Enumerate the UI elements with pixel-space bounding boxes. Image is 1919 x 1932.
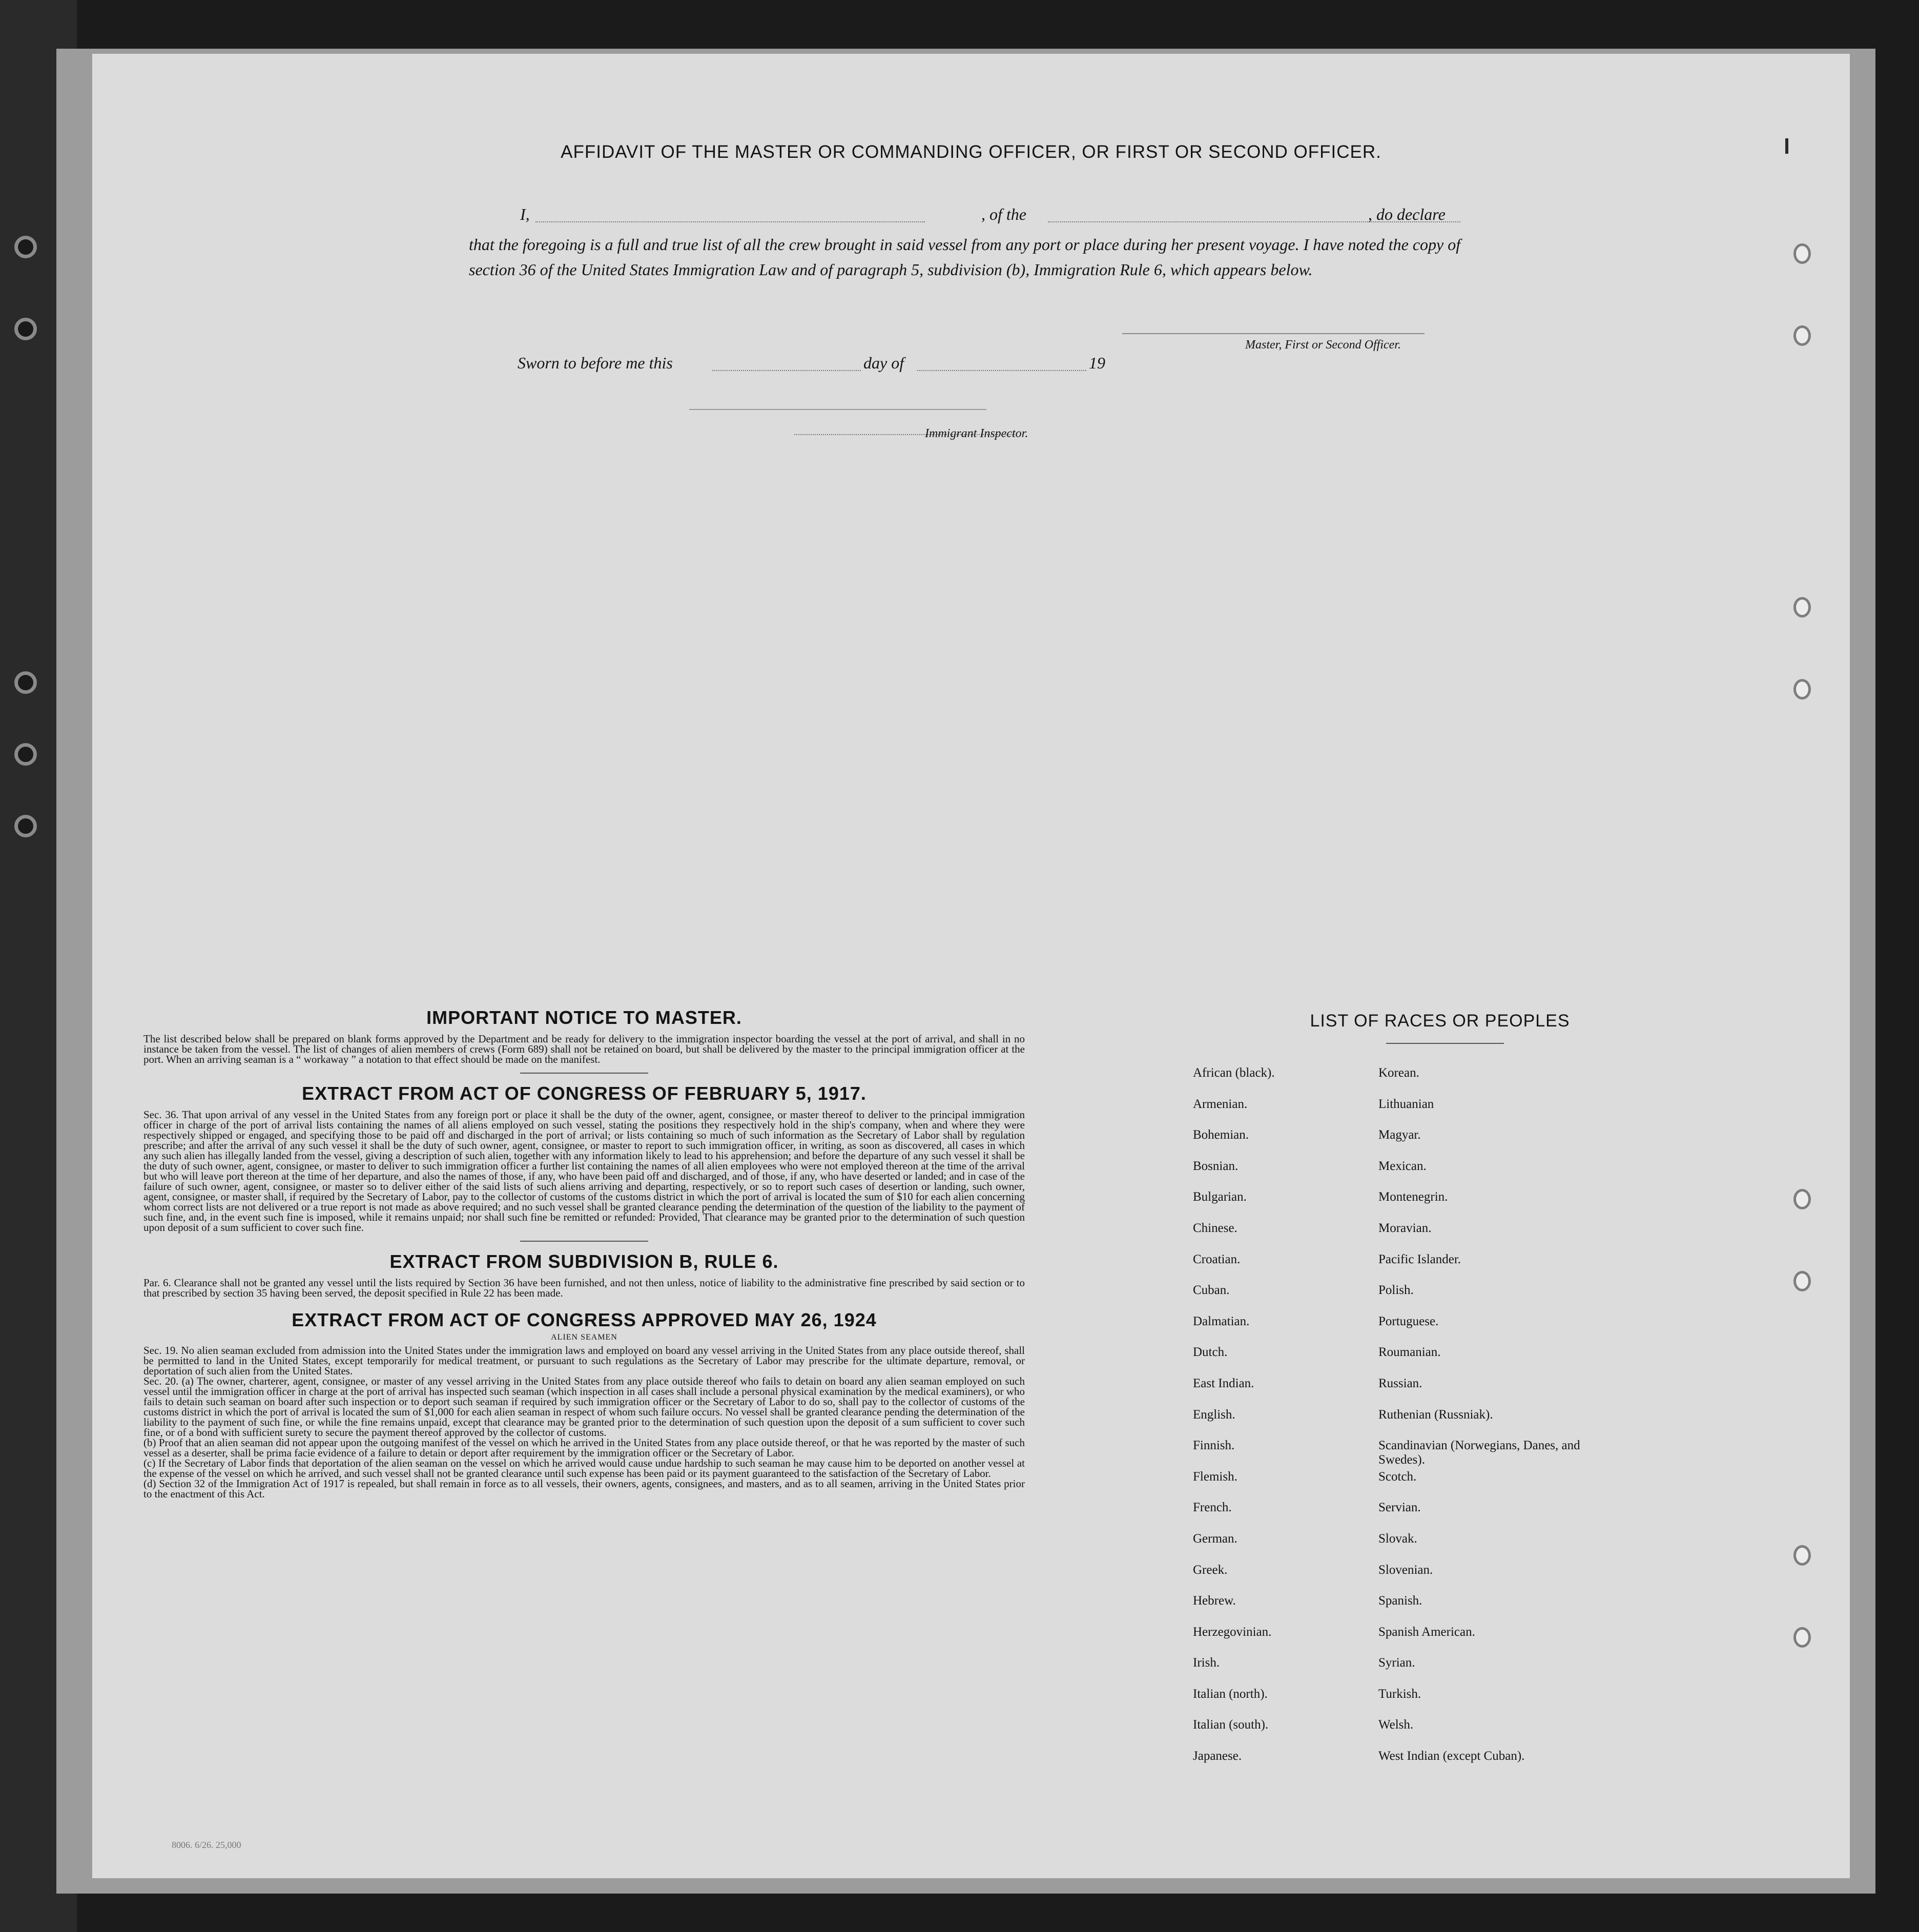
race-item: Finnish. (1193, 1438, 1235, 1453)
race-item: Dalmatian. (1193, 1314, 1250, 1328)
affidavit-of-the: , of the (981, 205, 1026, 223)
race-item: Mexican. (1378, 1159, 1427, 1173)
race-item: Slovenian. (1378, 1563, 1433, 1577)
sworn-month-blank[interactable] (917, 370, 1086, 371)
race-item: West Indian (except Cuban). (1378, 1749, 1525, 1763)
act-1924-sec20c: (c) If the Secretary of Labor finds that deportation of the alien seaman on the vessel on which he arrived would cause undue hardship to such seaman he may cause him to be deported on another vessel at the expense of the vessel on which he arrived, and such vessel shall not be granted clearance until such expense has been paid or its payment guaranteed to the satisfaction of the Secretary of Labor. (143, 1457, 1025, 1479)
act-1917-text: Sec. 36. That upon arrival of any vessel in the United States from any foreign port or place it shall be the duty of the owner, agent, consignee, or master thereof to deliver to the principal immigration officer in charge of the port of arrival lists containing the names of all aliens employed on such vessel, stating the positions they respectively hold in the ship's company, when and where they were respectively shipped or engaged, and specifying those to be paid off and discharged in the port of arrival; or lists containing so much of such information as the Secretary of Labor shall by regulation prescribe; and after the arrival of any such vessel it shall be the duty of such owner, agent, consignee, or master to report to such immigration officer, in writing, as soon as discovered, all cases in which any such alien has illegally landed from the vessel, giving a description of such alien, together with any information likely to lead to his apprehension; and before the departure of any such vessel it shall be the duty of such owner, agent, consignee, or master to deliver to such immigration officer a further list containing the names of all alien employees who were not employed thereon at the time of the arrival but who will leave port thereon at the time of her departure, and also the names of those, if any, who have been paid off and discharged, and of those, if any, who have deserted or landed; and in case of the failure of such owner, agent, consignee, or master so to deliver either of the said lists of such aliens arriving and departing, respectively, or so to report such cases of desertion or landing, such owner, agent, consignee, or master shall, if required by the Secretary of Labor, pay to the collector of customs of the customs district in which the port of arrival is located the sum of $10 for each alien concerning whom correct lists are not delivered or a true report is not made as above required; and no such vessel shall be granted clearance pending the determination of the question of the liability to the payment of such fine, and, in the event such fine is imposed, while it remains unpaid; nor shall such fine be remitted or refunded: Provided, That clearance may be granted prior to the determination of such question upon deposit of a sum sufficient to cover such fine. (143, 1108, 1025, 1234)
punch-hole-icon (1793, 679, 1811, 700)
affidavit-do-declare: , do declare (1368, 205, 1446, 223)
race-item: Spanish American. (1378, 1625, 1475, 1639)
name-blank[interactable] (535, 221, 925, 222)
race-item: German. (1193, 1531, 1237, 1546)
race-item: Welsh. (1378, 1718, 1414, 1732)
document-page (92, 54, 1850, 1878)
punch-hole-icon (1793, 1627, 1811, 1648)
notices-column (143, 1007, 1025, 1499)
race-item: Korean. (1378, 1066, 1419, 1080)
race-item: East Indian. (1193, 1376, 1254, 1390)
race-item: English. (1193, 1407, 1235, 1422)
race-item: Servian. (1378, 1501, 1421, 1515)
race-item: French. (1193, 1501, 1232, 1515)
race-item: Russian. (1378, 1376, 1422, 1390)
race-item: Spanish. (1378, 1594, 1422, 1608)
race-item: Irish. (1193, 1656, 1220, 1670)
race-item: Hebrew. (1193, 1594, 1236, 1608)
race-item: Greek. (1193, 1563, 1228, 1577)
race-item: Moravian. (1378, 1221, 1432, 1235)
race-item: Armenian. (1193, 1097, 1248, 1111)
binder-ring-icon (14, 671, 37, 694)
inspector-label: Immigrant Inspector. (925, 427, 1028, 440)
act-1924-sec20b: (b) Proof that an alien seaman did not appear upon the outgoing manifest of the vessel on which he arrived in the United States from any place outside thereof, or that he was reported by the master of such vessel as a deserter, shall be prima facie evidence of a failure to detain or deport after requirement by the immigration officer or the Secretary of Labor. (143, 1436, 1025, 1459)
punch-hole-icon (1793, 1189, 1811, 1209)
act-1924-sec20d: (d) Section 32 of the Immigration Act of 1917 is repealed, but shall remain in force as to all vessels, their owners, agents, consignees, and masters, and as to all seamen, arriving in the United States prior to the enactment of this Act. (143, 1477, 1025, 1500)
race-item: Chinese. (1193, 1221, 1237, 1235)
affidavit-title: AFFIDAVIT OF THE MASTER OR COMMANDING OFFICER, OR FIRST OR SECOND OFFICER. (561, 142, 1381, 162)
binder-ring-icon (14, 815, 37, 837)
race-item: Flemish. (1193, 1469, 1237, 1484)
race-item: Italian (north). (1193, 1687, 1268, 1701)
day-of-label: day of (863, 354, 904, 372)
signature-line[interactable] (1122, 333, 1425, 334)
race-item: Herzegovinian. (1193, 1625, 1272, 1639)
race-item: Montenegrin. (1378, 1190, 1448, 1204)
sworn-label: Sworn to before me this (518, 354, 673, 372)
race-item: Magyar. (1378, 1128, 1421, 1142)
rule-6-text: Par. 6. Clearance shall not be granted any vessel until the lists required by Section 36 have been furnished, and not then unless, notice of liability to the administrative fine prescribed by said section or to that prescribed by section 35 having been served, the deposit specified in Rule 22 has been made. (143, 1277, 1025, 1299)
act-1924-title: EXTRACT FROM ACT OF CONGRESS APPROVED MAY 26, 1924 (292, 1309, 877, 1330)
notice-title: IMPORTANT NOTICE TO MASTER. (426, 1007, 742, 1028)
race-item: Turkish. (1378, 1687, 1421, 1701)
punch-hole-icon (1793, 597, 1811, 618)
divider (520, 1073, 648, 1074)
race-item: Bohemian. (1193, 1128, 1249, 1142)
race-item: Ruthenian (Russniak). (1378, 1407, 1493, 1422)
races-column-2 (1378, 1066, 1583, 1780)
race-item: Syrian. (1378, 1656, 1415, 1670)
race-item: Italian (south). (1193, 1718, 1269, 1732)
race-item: Slovak. (1378, 1531, 1417, 1546)
race-item: Scandinavian (Norwegians, Danes, and Swedes). (1378, 1438, 1580, 1467)
binder-ring-icon (14, 236, 37, 258)
affidavit-body: that the foregoing is a full and true list of all the crew brought in said vessel from any port or place during her present voyage. I have noted the copy of section 36 of the United States Immigration Law and of paragraph 5, subdivision (b), Immigration Rule 6, which appears below. (469, 235, 1461, 279)
binder-ring-icon (14, 743, 37, 766)
print-stamp: 8006. 6/26. 25,000 (172, 1840, 241, 1850)
punch-hole-icon (1793, 243, 1811, 264)
notice-text: The list described below shall be prepared on blank forms approved by the Department and be ready for delivery to the immigration inspector boarding the vessel at the port of arrival, and shall in no instance be taken from the vessel. The list of changes of alien members of crews (Form 689) shall not be retained on board, but shall be delivered by the master to the principal immigration officer at the port. When an arriving seaman is a “ workaway ” a notation to that effect should be made on the manifest. (143, 1033, 1025, 1065)
signature-label: Master, First or Second Officer. (1245, 338, 1401, 352)
act-1917-title: EXTRACT FROM ACT OF CONGRESS OF FEBRUARY 5, 1917. (302, 1083, 866, 1104)
sworn-day-blank[interactable] (712, 370, 861, 371)
race-item: Croatian. (1193, 1252, 1241, 1266)
race-item: Portuguese. (1378, 1314, 1439, 1328)
race-item: Roumanian. (1378, 1345, 1441, 1360)
punch-hole-icon (1793, 325, 1811, 346)
punch-hole-icon (1793, 1271, 1811, 1291)
races-title: LIST OF RACES OR PEOPLES (1310, 1011, 1570, 1031)
rule-6-title: EXTRACT FROM SUBDIVISION B, RULE 6. (389, 1251, 779, 1272)
race-item: Japanese. (1193, 1749, 1242, 1763)
divider (520, 1241, 648, 1242)
affidavit-i-label: I, (520, 205, 530, 223)
race-item: Bosnian. (1193, 1159, 1239, 1173)
race-item: Pacific Islander. (1378, 1252, 1461, 1266)
punch-hole-icon (1793, 1545, 1811, 1566)
act-1924-subtitle: ALIEN SEAMEN (551, 1333, 617, 1342)
race-item: Lithuanian (1378, 1097, 1434, 1111)
races-column-1 (1193, 1066, 1275, 1780)
divider (1386, 1043, 1504, 1044)
race-item: Scotch. (1378, 1469, 1417, 1484)
race-item: Cuban. (1193, 1283, 1230, 1298)
inspector-line[interactable] (689, 409, 986, 410)
race-item: Dutch. (1193, 1345, 1228, 1360)
race-item: Polish. (1378, 1283, 1414, 1298)
race-item: Bulgarian. (1193, 1190, 1247, 1204)
act-1924-sec19: Sec. 19. No alien seaman excluded from admission into the United States under the immigration laws and employed on board any vessel arriving in the United States from any place outside thereof, shall be permitted to land in the United States, except temporarily for medical treatment, or pursuant to such regulations as the Secretary of Labor may prescribe for the ultimate departure, removal, or deportation of such alien from the United States. (143, 1344, 1025, 1377)
binder-ring-icon (14, 318, 37, 340)
year-prefix: 19 (1089, 354, 1105, 372)
race-item: African (black). (1193, 1066, 1275, 1080)
act-1924-sec20a: Sec. 20. (a) The owner, charterer, agent, consignee, or master of any vessel arriving in the United States from any place outside thereof who fails to detain on board any alien seaman employed on such vessel until the immigration officer in charge at the port of arrival has inspected such seaman (which inspection in all cases shall include a personal physical examination by the medical examiners), or who fails to detain such seaman on board after such inspection or to deport such seaman if required by such immigration officer or the Secretary of Labor to do so, shall pay to the collector of customs of the customs district in which the port of arrival is located the sum of $1,000 for each alien seaman in respect of whom such failure occurs. No vessel shall be granted clearance pending the determination of the liability to the payment of such fine, or while the fine remains unpaid, except that clearance may be granted prior to the determination of such question upon the deposit of a sum sufficient to cover such fine, or of a bond with sufficient surety to secure the payment thereof approved by the collector of customs. (143, 1375, 1025, 1438)
